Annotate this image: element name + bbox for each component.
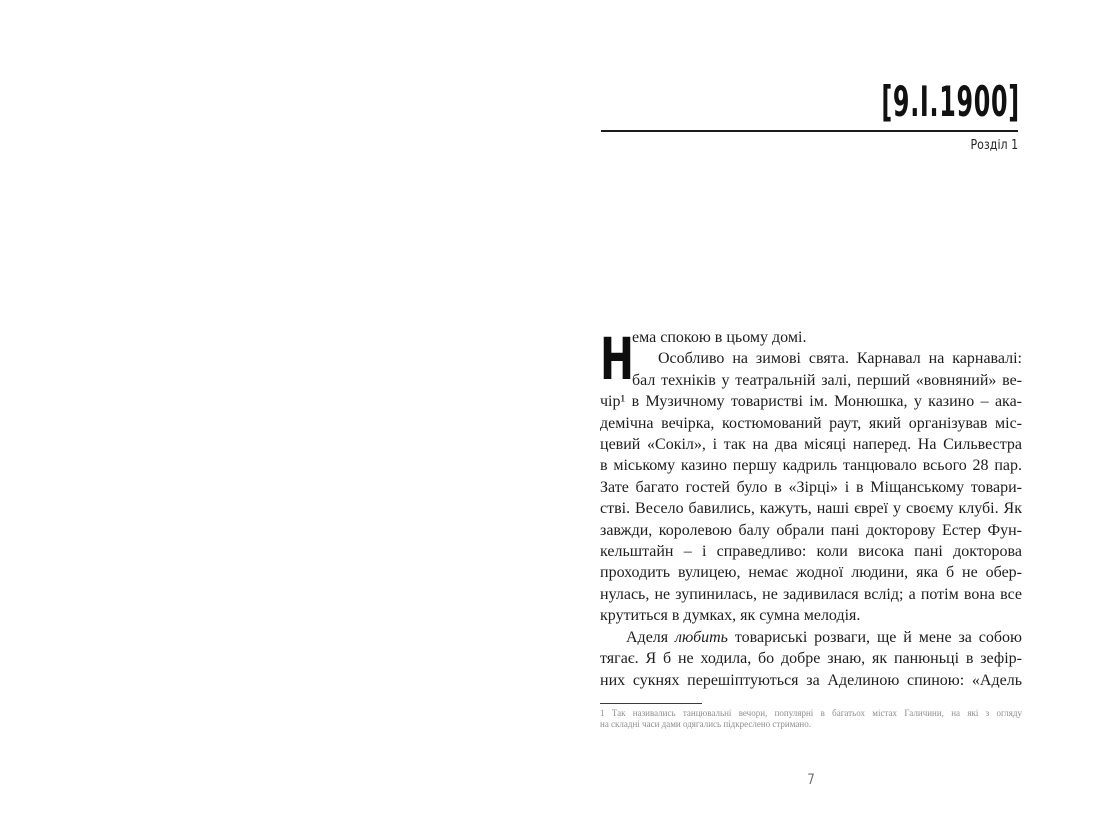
footnote-line: на складні часи дами одягались підкреслено стримано. <box>600 719 811 729</box>
text-line: них сукнях перешіптуються за Аделиною спиною: «Адель <box>600 671 1022 689</box>
text-line: завжди, королевою балу обрали пані докторову Естер Фун- <box>600 521 1022 539</box>
chapter-label: Розділ 1 <box>970 137 1018 153</box>
chapter-date-heading: [9.I.1900] <box>881 78 1020 127</box>
text-line: стві. Весело бавились, кажуть, наші євреї у своєму клубі. Як <box>600 500 1022 518</box>
text-line: крутиться в думках, як сумна мелодія. <box>600 607 861 625</box>
body-text <box>600 327 1022 691</box>
footnote-line: 1 Так називались танцювальні вечори, популярні в багатьох містах Галичини, на які з огляду <box>600 708 1022 718</box>
text-line: цевий «Сокіл», і так на два місяці наперед. На Сильвестра <box>600 436 1022 454</box>
text-line: проходить вулицею, немає жодної людини, яка б не обер- <box>600 564 1022 582</box>
footnote <box>600 708 1022 730</box>
text-line: тягає. Я б не ходила, бо добре знаю, як панюньці в зефір- <box>600 650 1022 668</box>
text-line: в міському казино першу кадриль танцювало всього 28 пар. <box>600 457 1022 475</box>
text-line: бал техніків у театральній залі, перший «вовняний» ве- <box>632 371 1022 389</box>
text-line: ема спокою в цьому домі. <box>632 329 807 346</box>
text-line: Аделя любить товариські розваги, ще й мене за собою <box>626 628 1022 646</box>
text-line: Зате багато гостей було в «Зірці» і в Міщанському товари- <box>600 478 1022 496</box>
text-line: нулась, не зупинилась, не задивилася вслід; а потім вона все <box>600 585 1022 603</box>
text-line: кельштайн – і справедливо: коли висока пані докторова <box>600 543 1022 561</box>
text-line: демічна вечірка, костюмований раут, який організував міс- <box>600 414 1022 432</box>
text-line: чір¹ в Музичному товаристві ім. Монюшка, у казино – ака- <box>600 393 1022 411</box>
text-line: Особливо на зимові свята. Карнавал на карнавалі: <box>658 350 1022 368</box>
page-number: 7 <box>807 772 815 788</box>
drop-cap: Н <box>600 325 634 393</box>
header-rule <box>601 130 1018 132</box>
footnote-rule <box>600 703 702 704</box>
